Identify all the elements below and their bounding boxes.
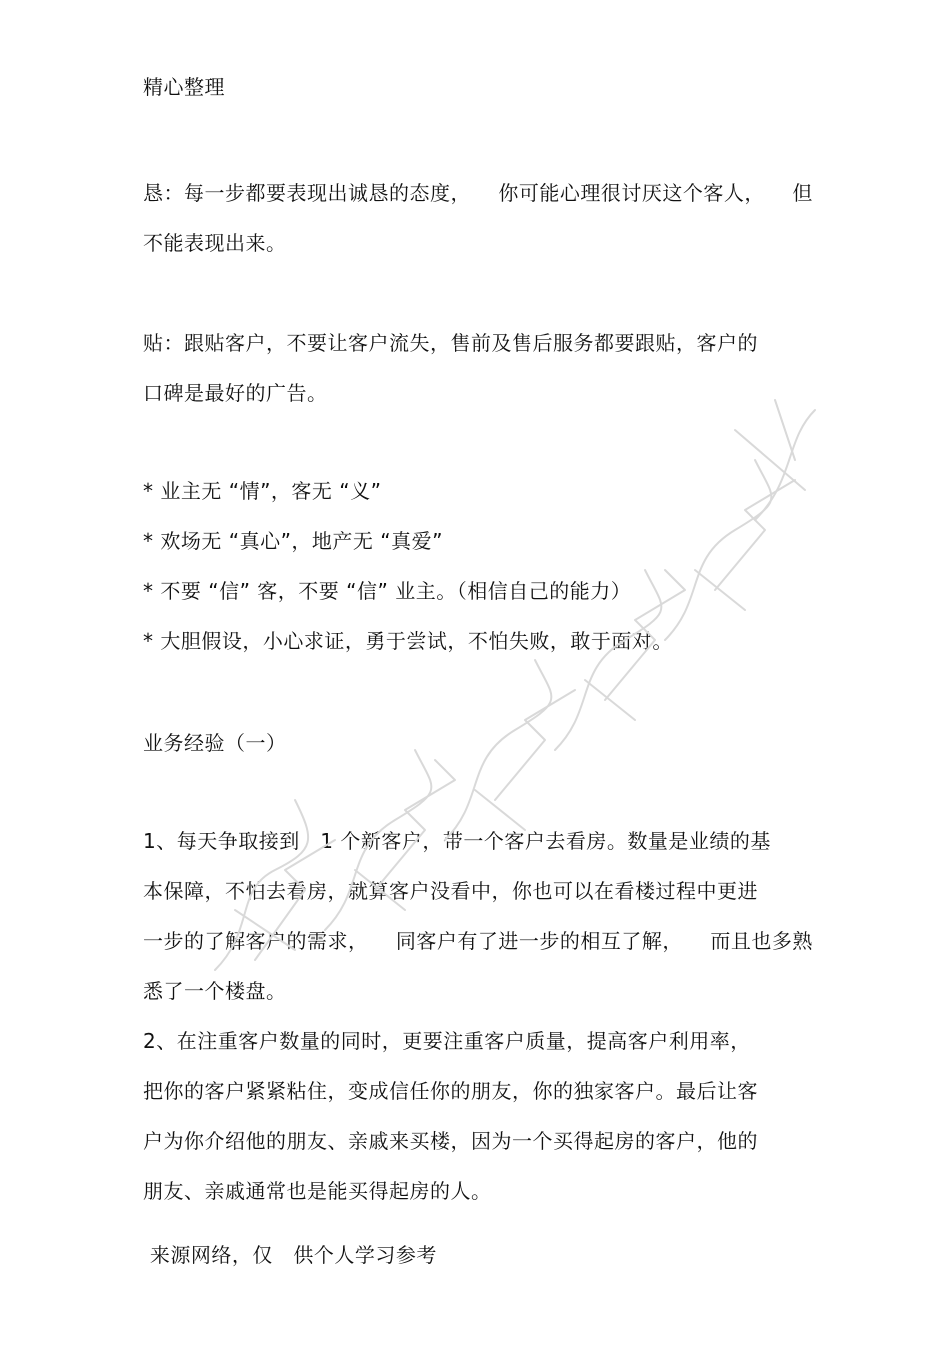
- paragraph-line: 口碑是最好的广告。: [143, 381, 328, 405]
- paragraph-line: 恳：每一步都要表现出诚恳的态度， 你可能心理很讨厌这个客人， 但: [143, 181, 813, 205]
- bullet-item: * 业主无 “情”，客无 “义”: [143, 479, 382, 503]
- paragraph-line: 2、在注重客户数量的同时，更要注重客户质量，提高客户利用率，: [143, 1029, 751, 1053]
- paragraph-line: 贴：跟贴客户，不要让客户流失，售前及售后服务都要跟贴，客户的: [143, 331, 758, 355]
- paragraph-line: 不能表现出来。: [143, 231, 287, 255]
- paragraph-line: 本保障，不怕去看房，就算客户没看中，你也可以在看楼过程中更进: [143, 879, 758, 903]
- bullet-item: * 欢场无 “真心”，地产无 “真爱”: [143, 529, 444, 553]
- paragraph-line: 把你的客户紧紧粘住，变成信任你的朋友，你的独家客户。最后让客: [143, 1079, 758, 1103]
- section-heading: 业务经验（一）: [143, 731, 287, 755]
- paragraph-line: 朋友、亲戚通常也是能买得起房的人。: [143, 1179, 492, 1203]
- document-header-title: 精心整理: [143, 75, 225, 99]
- paragraph-line: 1、每天争取接到 1 个新客户，带一个客户去看房。数量是业绩的基: [143, 829, 771, 853]
- bullet-item: * 大胆假设，小心求证，勇于尝试，不怕失败，敢于面对。: [143, 629, 673, 653]
- paragraph-line: 一步的了解客户的需求， 同客户有了进一步的相互了解， 而且也多熟: [143, 929, 813, 953]
- paragraph-line: 悉了一个楼盘。: [143, 979, 287, 1003]
- paragraph-line: 户为你介绍他的朋友、亲戚来买楼，因为一个买得起房的客户，他的: [143, 1129, 758, 1153]
- bullet-item: * 不要 “信” 客，不要 “信” 业主。（相信自己的能力）: [143, 579, 632, 603]
- source-footnote: 来源网络，仅 供个人学习参考: [143, 1243, 437, 1267]
